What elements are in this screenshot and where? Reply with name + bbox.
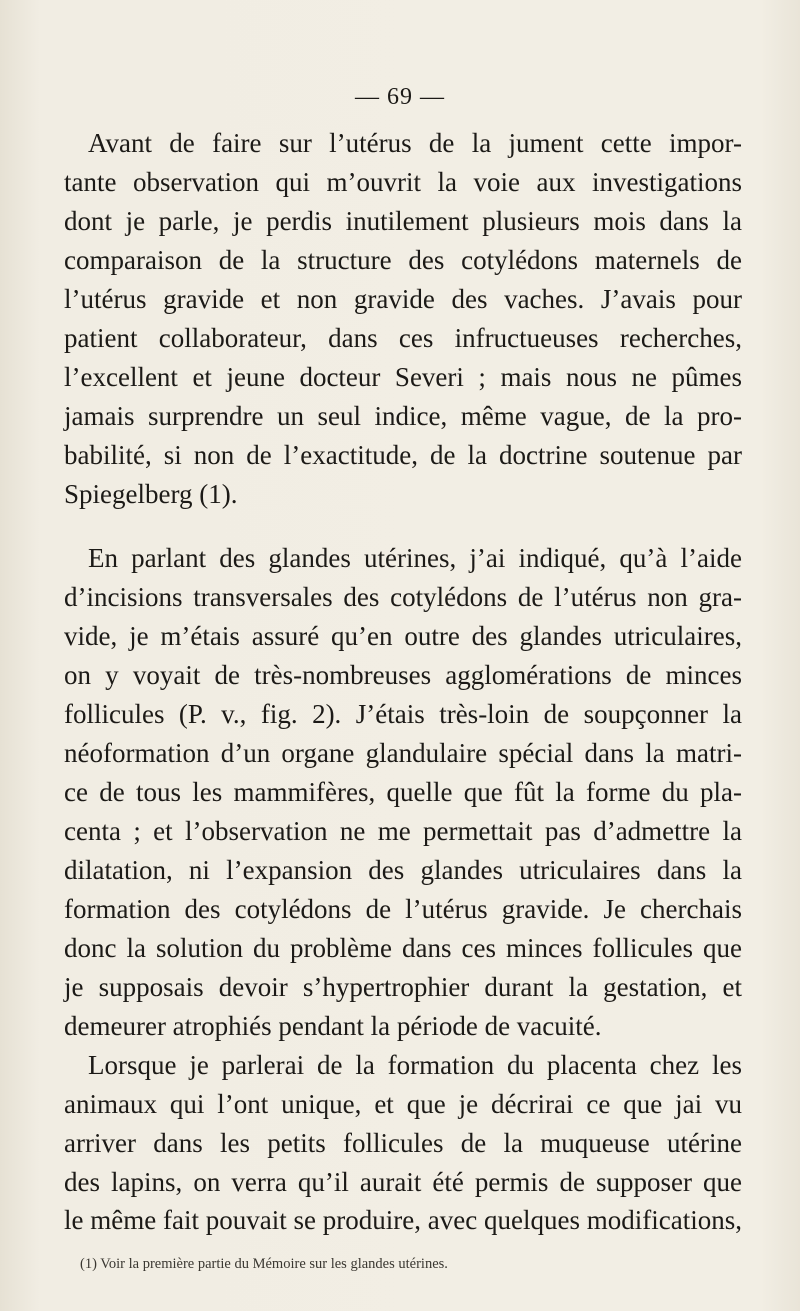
text-line: des lapins, on verra qu’il aurait été permis de supposer que [64,1167,742,1197]
text-line: animaux qui l’ont unique, et que je décrirai ce que jai vu [64,1089,742,1119]
text-line: l’excellent et jeune docteur Severi ; mais nous ne pûmes [64,362,742,392]
text-line: patient collaborateur, dans ces infructueuses recherches, [64,323,742,353]
text-line: dont je parle, je perdis inutilement plusieurs mois dans la [64,206,742,236]
text-line: je supposais devoir s’hypertrophier durant la gestation, et [64,972,742,1002]
text-line: néoformation d’un organe glandulaire spécial dans la matri- [64,738,742,768]
text-line: Avant de faire sur l’utérus de la jument cette impor- [88,128,742,158]
footnote: (1) Voir la première partie du Mémoire sur les glandes utérines. [80,1256,448,1272]
text-line: dilatation, ni l’expansion des glandes utriculaires dans la [64,855,742,885]
text-line: on y voyait de très-nombreuses agglomérations de minces [64,660,742,690]
text-line: demeurer atrophiés pendant la période de vacuité. [64,1011,602,1041]
text-line: d’incisions transversales des cotylédons de l’utérus non gra- [64,582,742,612]
text-line: l’utérus gravide et non gravide des vaches. J’avais pour [64,284,742,314]
text-line: En parlant des glandes utérines, j’ai indiqué, qu’à l’aide [88,543,742,573]
text-line: comparaison de la structure des cotylédons maternels de [64,245,742,275]
text-line: centa ; et l’observation ne me permettait pas d’admettre la [64,816,742,846]
text-line: Lorsque je parlerai de la formation du placenta chez les [88,1050,742,1080]
text-line: jamais surprendre un seul indice, même vague, de la pro- [64,401,742,431]
text-line: ce de tous les mammifères, quelle que fût la forme du pla- [64,777,742,807]
text-line: vide, je m’étais assuré qu’en outre des glandes utriculaires, [64,621,742,651]
page-number: — 69 — [355,84,445,110]
text-line: arriver dans les petits follicules de la muqueuse utérine [64,1128,742,1158]
text-line: donc la solution du problème dans ces minces follicules que [64,933,742,963]
text-line: Spiegelberg (1). [64,479,238,509]
text-line: le même fait pouvait se produire, avec quelques modifications, [64,1205,742,1235]
text-line: babilité, si non de l’exactitude, de la doctrine soutenue par [64,440,742,470]
text-line: formation des cotylédons de l’utérus gravide. Je cherchais [64,894,742,924]
text-line: follicules (P. v., fig. 2). J’étais très-loin de soupçonner la [64,699,742,729]
text-line: tante observation qui m’ouvrit la voie aux investigations [64,167,742,197]
